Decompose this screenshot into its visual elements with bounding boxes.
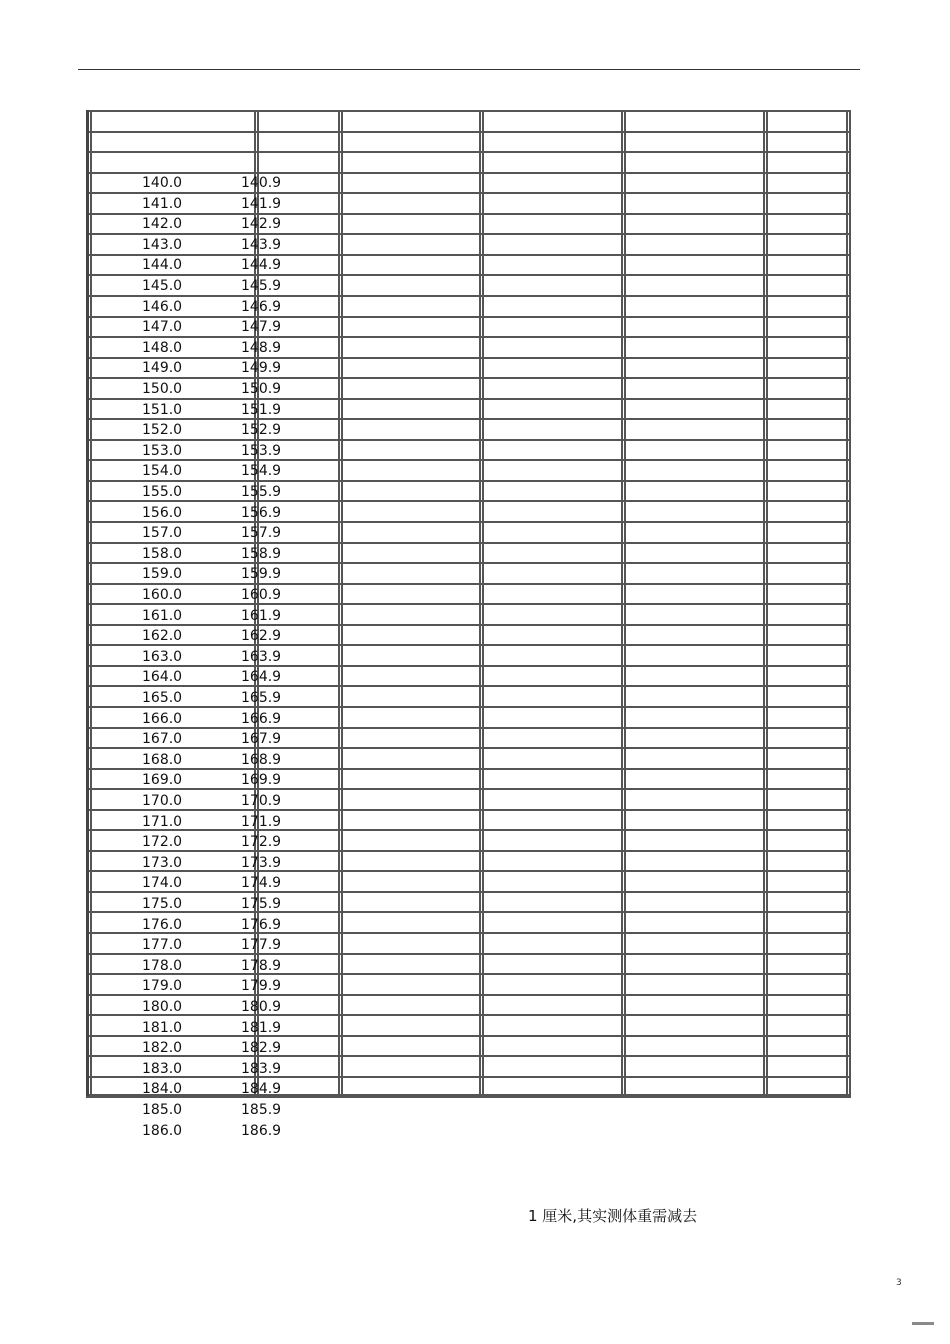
- table-row-rule: [86, 768, 851, 770]
- height-to-cell: 158.9: [241, 545, 282, 562]
- height-to-cell: 163.9: [241, 648, 282, 665]
- height-from-cell: 166.0: [142, 710, 183, 727]
- height-from-cell: 172.0: [142, 834, 183, 851]
- table-row-rule: [86, 357, 851, 359]
- height-from-cell: 146.0: [142, 298, 183, 315]
- height-from-cell: 158.0: [142, 545, 183, 562]
- height-to-cell: 165.9: [241, 690, 282, 706]
- height-from-cell: 173.0: [142, 854, 183, 871]
- height-to-cell: 157.9: [241, 525, 282, 542]
- height-from-cell: 180.0: [142, 999, 183, 1015]
- height-to-cell: 147.9: [241, 319, 282, 336]
- height-to-cell: 178.9: [241, 957, 282, 974]
- table-row-rule: [86, 562, 851, 564]
- table-row-rule: [86, 459, 851, 461]
- height-from-cell: 177.0: [142, 937, 183, 954]
- table-column-rule: [479, 110, 481, 1096]
- table-row-rule: [86, 398, 851, 400]
- table-row-rule: [86, 850, 851, 852]
- table-row-rule: [86, 439, 851, 441]
- height-from-cell: 178.0: [142, 957, 183, 974]
- height-from-cell: 165.0: [142, 690, 183, 706]
- height-from-cell: 181.0: [142, 1019, 183, 1036]
- table-row-rule: [86, 624, 851, 626]
- height-from-cell: 148.0: [142, 339, 183, 356]
- table-row-rule: [86, 131, 851, 133]
- height-to-cell: 181.9: [241, 1019, 282, 1036]
- table-column-rule: [849, 110, 851, 1096]
- height-to-cell: 164.9: [241, 669, 282, 686]
- height-from-cell: 153.0: [142, 442, 183, 459]
- height-from-cell: 141.0: [142, 195, 183, 212]
- height-to-cell: 145.9: [241, 278, 282, 294]
- table-row-rule: [86, 480, 851, 482]
- table-row-rule: [86, 172, 851, 174]
- table-column-rule: [86, 110, 89, 1096]
- table-column-rule: [766, 110, 768, 1096]
- height-to-cell: 154.9: [241, 463, 282, 480]
- table-row-rule: [86, 295, 851, 297]
- height-from-cell: 164.0: [142, 669, 183, 686]
- height-to-cell: 143.9: [241, 236, 282, 253]
- table-row-rule: [86, 316, 851, 318]
- table-row-rule: [86, 706, 851, 708]
- height-to-cell: 169.9: [241, 772, 282, 789]
- height-from-cell: 179.0: [142, 978, 183, 995]
- table-bottom-rule: [86, 1094, 851, 1096]
- height-weight-table-grid: [86, 110, 851, 1096]
- table-row-rule: [86, 1096, 851, 1098]
- table-row-rule: [86, 829, 851, 831]
- height-from-cell: 159.0: [142, 566, 183, 583]
- table-column-rule: [482, 110, 484, 1096]
- table-row-rule: [86, 994, 851, 996]
- table-row-rule: [86, 110, 851, 112]
- table-row-rule: [86, 685, 851, 687]
- height-from-cell: 184.0: [142, 1081, 183, 1098]
- height-from-cell: 175.0: [142, 896, 183, 912]
- table-row-rule: [86, 377, 851, 379]
- table-row-rule: [86, 870, 851, 872]
- table-row-rule: [86, 254, 851, 256]
- table-row-rule: [86, 747, 851, 749]
- height-from-cell: 185.0: [142, 1102, 183, 1118]
- table-column-rule: [341, 110, 343, 1096]
- table-row-rule: [86, 603, 851, 605]
- height-from-cell: 144.0: [142, 257, 183, 274]
- height-from-cell: 176.0: [142, 916, 183, 933]
- height-from-cell: 160.0: [142, 587, 183, 603]
- footnote-text: 1 厘米,其实测体重需减去: [528, 1207, 698, 1225]
- table-row-rule: [86, 418, 851, 420]
- table-row-rule: [86, 336, 851, 338]
- height-from-cell: 167.0: [142, 731, 183, 748]
- height-from-cell: 171.0: [142, 813, 183, 830]
- height-to-cell: 159.9: [241, 566, 282, 583]
- table-row-rule: [86, 973, 851, 975]
- table-row-rule: [86, 809, 851, 811]
- table-row-rule: [86, 213, 851, 215]
- height-from-cell: 161.0: [142, 607, 183, 624]
- height-from-cell: 140.0: [142, 175, 183, 191]
- height-from-cell: 150.0: [142, 381, 183, 397]
- height-to-cell: 160.9: [241, 587, 282, 603]
- height-to-cell: 173.9: [241, 854, 282, 871]
- height-to-cell: 182.9: [241, 1040, 282, 1057]
- table-row-rule: [86, 274, 851, 276]
- height-to-cell: 184.9: [241, 1081, 282, 1098]
- page-number: 3: [896, 1278, 902, 1288]
- height-to-cell: 167.9: [241, 731, 282, 748]
- table-row-rule: [86, 1076, 851, 1078]
- height-from-cell: 162.0: [142, 628, 183, 645]
- height-to-cell: 177.9: [241, 937, 282, 954]
- header-rule: [78, 69, 860, 70]
- height-to-cell: 171.9: [241, 813, 282, 830]
- height-from-cell: 145.0: [142, 278, 183, 294]
- height-to-cell: 172.9: [241, 834, 282, 851]
- height-to-cell: 156.9: [241, 504, 282, 521]
- table-column-rule: [338, 110, 340, 1096]
- table-row-rule: [86, 500, 851, 502]
- height-to-cell: 185.9: [241, 1102, 282, 1118]
- height-to-cell: 183.9: [241, 1060, 282, 1077]
- height-from-cell: 155.0: [142, 484, 183, 500]
- table-row-rule: [86, 644, 851, 646]
- height-to-cell: 162.9: [241, 628, 282, 645]
- height-from-cell: 154.0: [142, 463, 183, 480]
- height-from-cell: 169.0: [142, 772, 183, 789]
- height-from-cell: 156.0: [142, 504, 183, 521]
- table-row-rule: [86, 788, 851, 790]
- height-from-cell: 163.0: [142, 648, 183, 665]
- table-row-rule: [86, 192, 851, 194]
- table-row-rule: [86, 932, 851, 934]
- height-to-cell: 155.9: [241, 484, 282, 500]
- height-from-cell: 170.0: [142, 793, 183, 809]
- height-to-cell: 152.9: [241, 422, 282, 439]
- table-row-rule: [86, 521, 851, 523]
- table-column-rule: [90, 110, 92, 1096]
- table-row-rule: [86, 891, 851, 893]
- table-column-rule: [621, 110, 623, 1096]
- height-from-cell: 151.0: [142, 401, 183, 418]
- height-from-cell: 183.0: [142, 1060, 183, 1077]
- height-from-cell: 157.0: [142, 525, 183, 542]
- height-to-cell: 176.9: [241, 916, 282, 933]
- height-to-cell: 168.9: [241, 751, 282, 768]
- height-to-cell: 175.9: [241, 896, 282, 912]
- table-row-rule: [86, 1014, 851, 1016]
- height-from-cell: 147.0: [142, 319, 183, 336]
- height-to-cell: 151.9: [241, 401, 282, 418]
- height-to-cell: 153.9: [241, 442, 282, 459]
- height-to-cell: 170.9: [241, 793, 282, 809]
- table-row-rule: [86, 1055, 851, 1057]
- height-to-cell: 174.9: [241, 875, 282, 892]
- height-to-cell: 144.9: [241, 257, 282, 274]
- height-from-cell: 182.0: [142, 1040, 183, 1057]
- height-to-cell: 179.9: [241, 978, 282, 995]
- height-to-cell: 148.9: [241, 339, 282, 356]
- height-from-cell: 168.0: [142, 751, 183, 768]
- height-to-cell: 141.9: [241, 195, 282, 212]
- height-from-cell: 142.0: [142, 216, 183, 233]
- height-to-cell: 180.9: [241, 999, 282, 1015]
- table-row-rule: [86, 911, 851, 913]
- table-row-rule: [86, 953, 851, 955]
- height-from-cell: 143.0: [142, 236, 183, 253]
- table-column-rule: [624, 110, 626, 1096]
- height-to-cell: 142.9: [241, 216, 282, 233]
- height-from-cell: 174.0: [142, 875, 183, 892]
- table-row-rule: [86, 542, 851, 544]
- page-corner-mark: [912, 1322, 934, 1325]
- table-column-rule: [846, 110, 848, 1096]
- height-to-cell: 161.9: [241, 607, 282, 624]
- table-row-rule: [86, 233, 851, 235]
- height-to-cell: 146.9: [241, 298, 282, 315]
- height-to-cell: 166.9: [241, 710, 282, 727]
- table-row-rule: [86, 727, 851, 729]
- height-from-cell: 152.0: [142, 422, 183, 439]
- table-row-rule: [86, 583, 851, 585]
- height-from-cell: 149.0: [142, 360, 183, 377]
- height-to-cell: 186.9: [241, 1122, 282, 1139]
- table-row-rule: [86, 1035, 851, 1037]
- height-to-cell: 149.9: [241, 360, 282, 377]
- height-from-cell: 186.0: [142, 1122, 183, 1139]
- height-to-cell: 150.9: [241, 381, 282, 397]
- height-to-cell: 140.9: [241, 175, 282, 191]
- table-row-rule: [86, 665, 851, 667]
- table-column-rule: [763, 110, 765, 1096]
- table-row-rule: [86, 151, 851, 153]
